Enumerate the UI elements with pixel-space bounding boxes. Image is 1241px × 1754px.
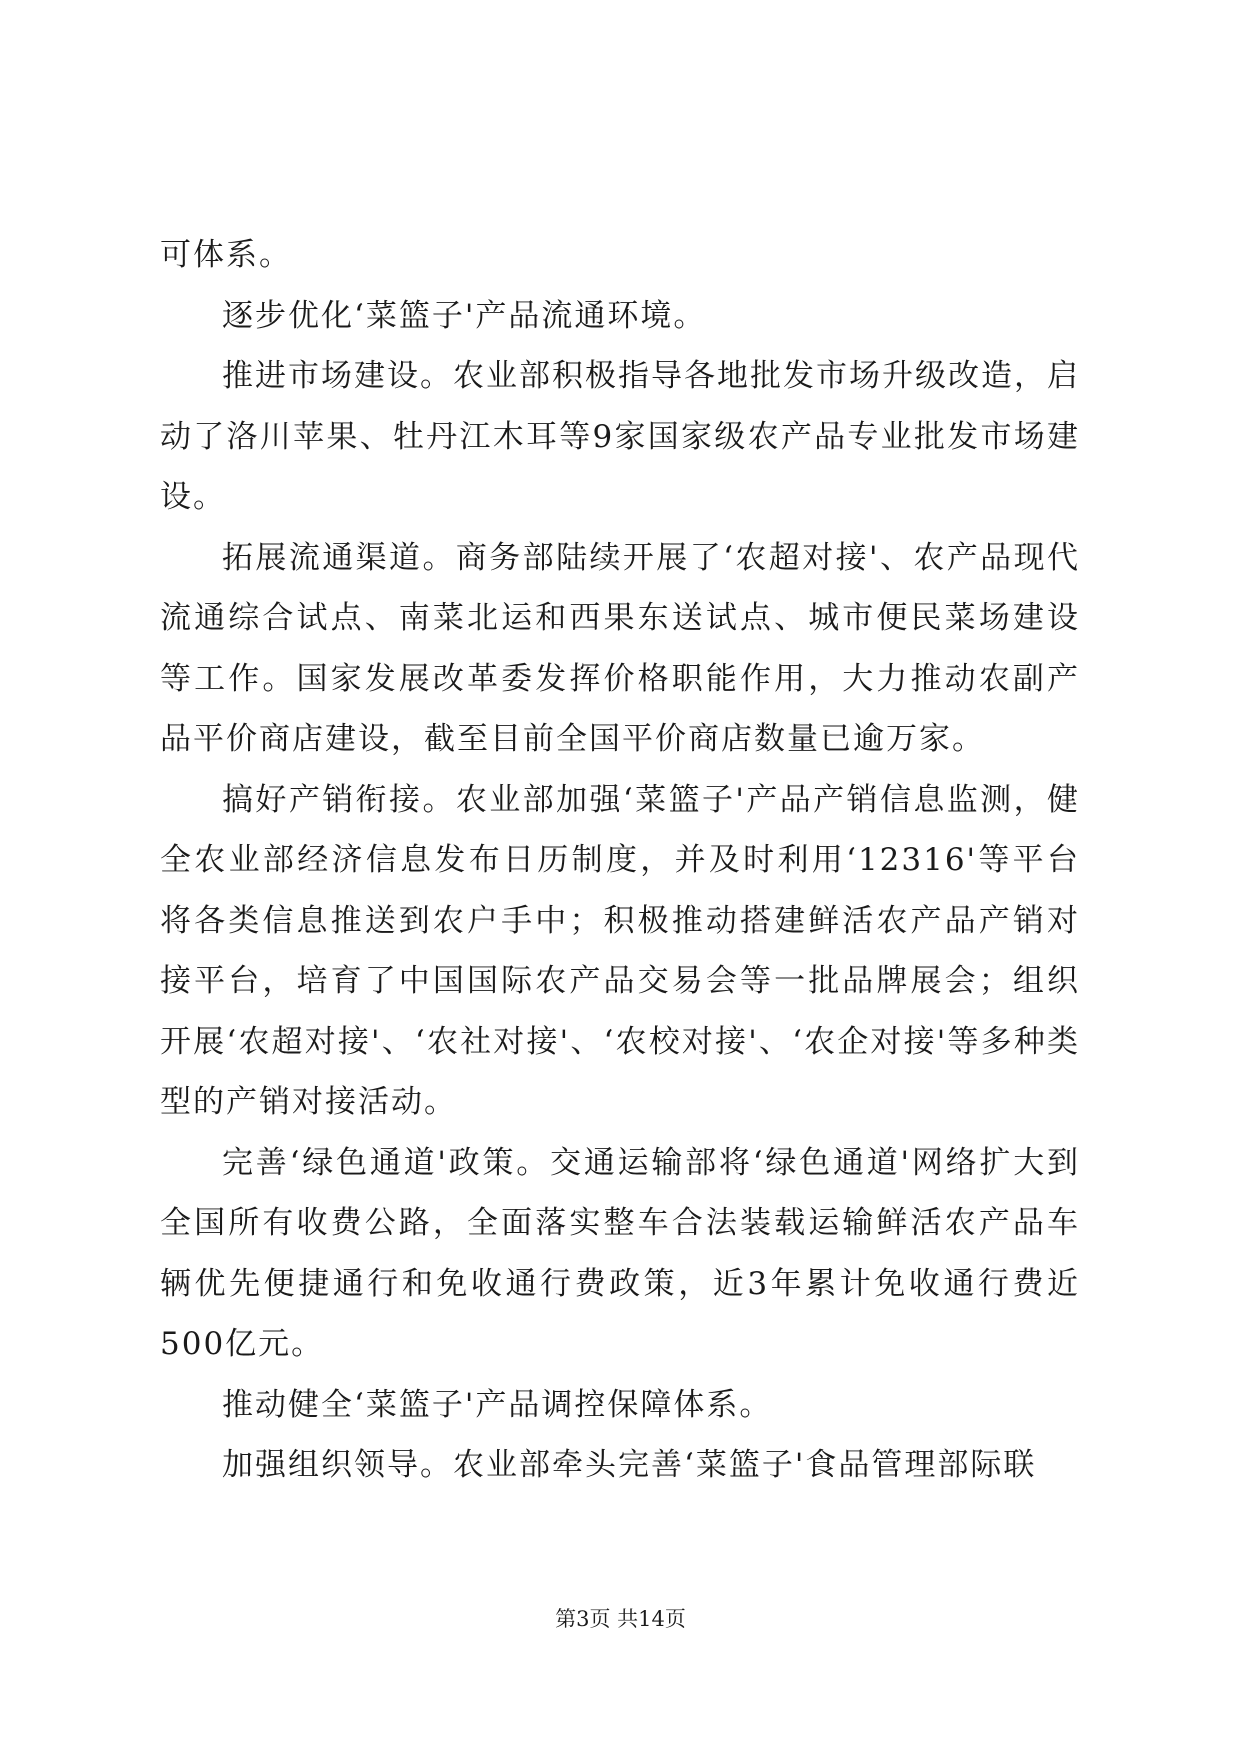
paragraph: 推进市场建设。农业部积极指导各地批发市场升级改造，启动了洛川苹果、牡丹江木耳等9家国家级农产品专业批发市场建设。 bbox=[160, 358, 1080, 515]
paragraph: 拓展流通渠道。商务部陆续开展了‘农超对接'、农产品现代流通综合试点、南菜北运和西果东送试点、城市便民菜场建设等工作。国家发展改革委发挥价格职能作用，大力推动农副产品平价商店建设，截至目前全国平价商店数量已逾万家。 bbox=[160, 539, 1080, 757]
page-number-footer: 第3页 共14页 bbox=[555, 1607, 686, 1631]
body-text bbox=[160, 225, 1080, 1496]
paragraph: 推动健全‘菜篮子'产品调控保障体系。 bbox=[222, 1386, 773, 1423]
paragraph: 完善‘绿色通道'政策。交通运输部将‘绿色通道'网络扩大到全国所有收费公路，全面落实整车合法装载运输鲜活农产品车辆优先便捷通行和免收通行费政策，近3年累计免收通行费近500亿元。 bbox=[160, 1144, 1080, 1362]
paragraph: 加强组织领导。农业部牵头完善‘菜篮子'食品管理部际联 bbox=[222, 1447, 1037, 1483]
paragraph: 逐步优化‘菜篮子'产品流通环境。 bbox=[222, 297, 707, 334]
paragraph: 搞好产销衔接。农业部加强‘菜篮子'产品产销信息监测，健全农业部经济信息发布日历制度，并及时利用‘12316'等平台将各类信息推送到农户手中；积极推动搭建鲜活农产品产销对接平台，培育了中国国际农产品交易会等一批品牌展会；组织开展‘农超对接'、‘农社对接'、‘农校对接'、‘农企对接'等多种类型的产销对接活动。 bbox=[160, 781, 1080, 1120]
paragraph-continuation: 可体系。 bbox=[160, 237, 292, 273]
